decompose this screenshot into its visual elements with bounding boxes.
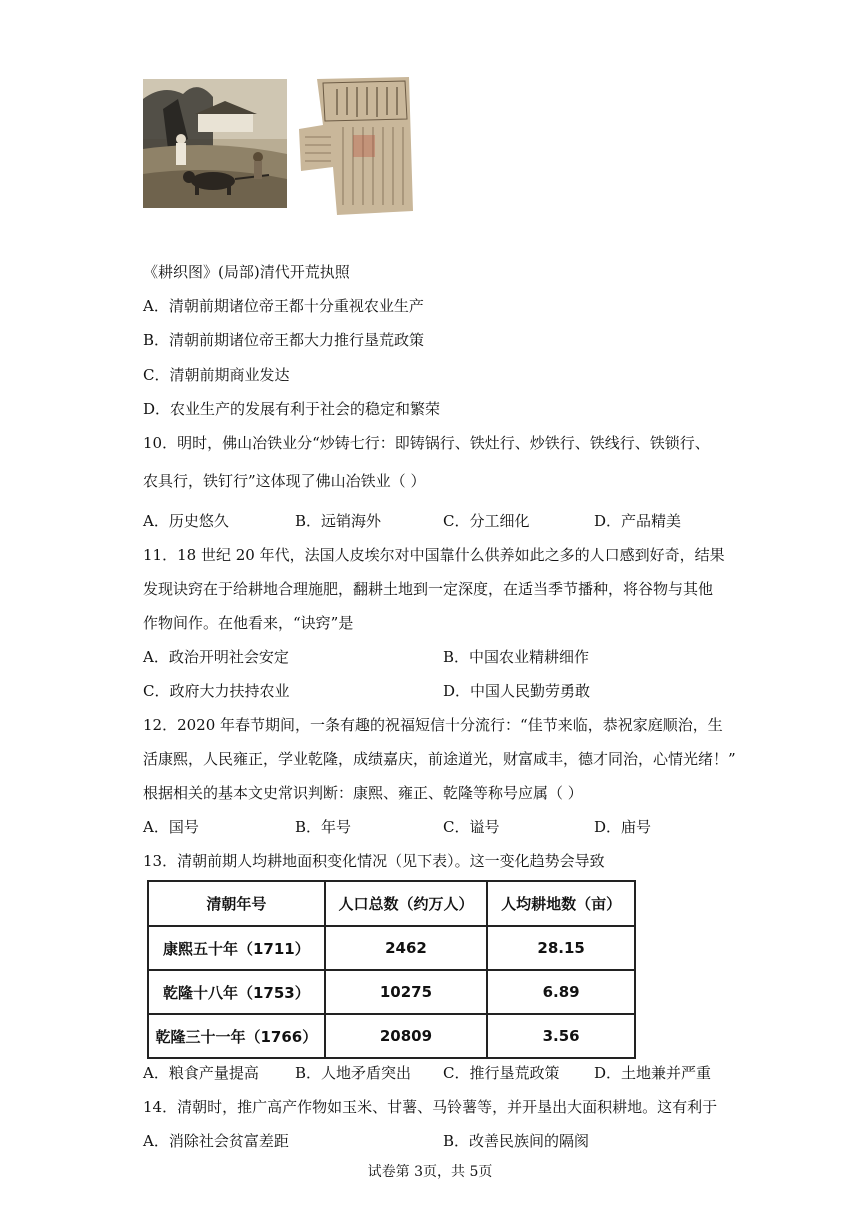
population-table	[147, 880, 636, 1059]
table-row	[148, 970, 635, 1014]
table-cell: 20809	[325, 1014, 488, 1058]
q12-option-b[interactable]: B．年号	[295, 818, 352, 836]
land-license-image	[297, 75, 415, 217]
q13-option-a[interactable]: A．粮食产量提高	[143, 1064, 259, 1082]
q10-stem-line1: 10．明时，佛山冶铁业分“炒铸七行：即铸锅行、铁灶行、炒铁行、铁线行、铁锁行、	[143, 434, 710, 452]
table-header-row	[148, 881, 635, 926]
q13-option-b[interactable]: B．人地矛盾突出	[295, 1064, 412, 1082]
q11-stem-line2: 发现诀窍在于给耕地合理施肥，翻耕土地到一定深度，在适当季节播种，将谷物与其他	[143, 580, 714, 598]
q11-stem-line3: 作物间作。在他看来，“诀窍”是	[143, 614, 354, 632]
q14-option-b[interactable]: B．改善民族间的隔阂	[443, 1132, 590, 1150]
q10-option-c[interactable]: C．分工细化	[443, 512, 530, 530]
table-header: 人口总数（约万人）	[325, 881, 488, 926]
q12-stem-line3: 根据相关的基本文史常识判断：康熙、雍正、乾隆等称号应属（ ）	[143, 784, 583, 802]
table-cell: 6.89	[487, 970, 635, 1014]
table-cell: 乾隆三十一年（1766）	[148, 1014, 325, 1058]
q11-option-d[interactable]: D．中国人民勤劳勇敢	[443, 682, 591, 700]
table-cell: 康熙五十年（1711）	[148, 926, 325, 970]
q10-option-d[interactable]: D．产品精美	[594, 512, 682, 530]
page-footer: 试卷第 3页，共 5页	[367, 1164, 493, 1180]
q9-option-d[interactable]: D．农业生产的发展有利于社会的稳定和繁荣	[143, 400, 441, 418]
q9-option-b[interactable]: B．清朝前期诸位帝王都大力推行垦荒政策	[143, 331, 425, 349]
q14-option-a[interactable]: A．消除社会贫富差距	[143, 1132, 289, 1150]
q14-stem-line1: 14．清朝时，推广高产作物如玉米、甘薯、马铃薯等，并开垦出大面积耕地。这有利于	[143, 1098, 718, 1116]
table-cell: 2462	[325, 926, 488, 970]
q12-stem-line2: 活康熙，人民雍正，学业乾隆，成绩嘉庆，前途道光，财富咸丰，德才同治，心情光绪！”	[143, 750, 736, 768]
farming-painting-image	[143, 79, 287, 208]
q12-option-a[interactable]: A．国号	[143, 818, 199, 836]
q9-option-a[interactable]: A．清朝前期诸位帝王都十分重视农业生产	[143, 297, 424, 315]
q13-stem-line1: 13．清朝前期人均耕地面积变化情况（见下表）。这一变化趋势会导致	[143, 852, 605, 870]
image-caption: 《耕织图》(局部)清代开荒执照	[143, 263, 350, 281]
table-header: 清朝年号	[148, 881, 325, 926]
q10-option-a[interactable]: A．历史悠久	[143, 512, 229, 530]
table-row	[148, 1014, 635, 1058]
q11-option-b[interactable]: B．中国农业精耕细作	[443, 648, 590, 666]
table-cell: 3.56	[487, 1014, 635, 1058]
table-cell: 28.15	[487, 926, 635, 970]
q13-option-c[interactable]: C．推行垦荒政策	[443, 1064, 560, 1082]
table-header: 人均耕地数（亩）	[487, 881, 635, 926]
table-cell: 10275	[325, 970, 488, 1014]
q12-option-d[interactable]: D．庙号	[594, 818, 652, 836]
q10-option-b[interactable]: B．远销海外	[295, 512, 382, 530]
q12-stem-line1: 12．2020 年春节期间，一条有趣的祝福短信十分流行：“佳节来临，恭祝家庭顺治，生	[143, 716, 723, 734]
q12-option-c[interactable]: C．谥号	[443, 818, 500, 836]
q10-stem-line2: 农具行，铁钉行”这体现了佛山冶铁业（ ）	[143, 472, 426, 490]
q11-option-c[interactable]: C．政府大力扶持农业	[143, 682, 290, 700]
table-row	[148, 926, 635, 970]
q9-option-c[interactable]: C．清朝前期商业发达	[143, 366, 290, 384]
q11-option-a[interactable]: A．政治开明社会安定	[143, 648, 289, 666]
q11-stem-line1: 11．18 世纪 20 年代，法国人皮埃尔对中国靠什么供养如此之多的人口感到好奇，结果	[143, 546, 725, 564]
table-cell: 乾隆十八年（1753）	[148, 970, 325, 1014]
q13-option-d[interactable]: D．土地兼并严重	[594, 1064, 712, 1082]
